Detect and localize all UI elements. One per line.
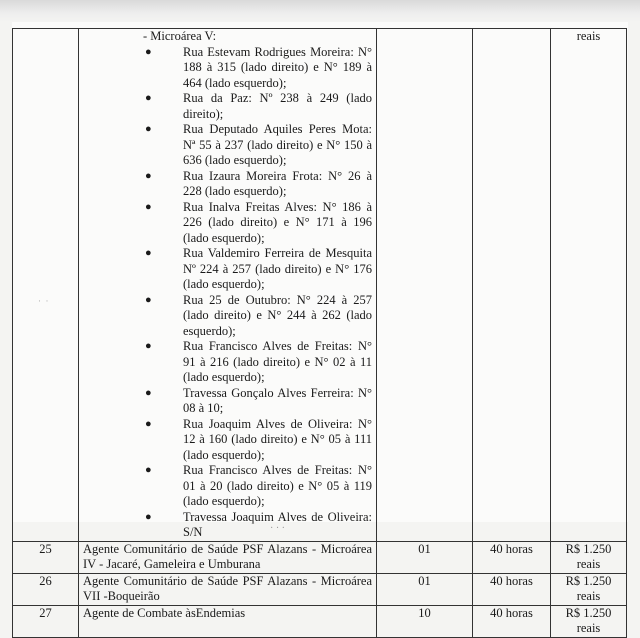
- bullet-icon: ●: [145, 340, 152, 352]
- street-text: Rua Francisco Alves de Freitas: N° 01 à 20 (lado direito) e N° 05 à 119 (lado esquerdo);: [183, 463, 372, 508]
- street-list-item: [145, 385, 372, 417]
- price-cell: [551, 29, 627, 542]
- street-list-item: [145, 416, 372, 464]
- table-row-microarea-v: [13, 29, 627, 542]
- salary-cell: [551, 573, 627, 605]
- scan-speck: · ·: [38, 296, 49, 306]
- row-number: 27: [13, 605, 79, 637]
- street-text: Rua Estevam Rodrigues Moreira: N° 188 à 315 (lado direito) e N° 189 à 464 (lado esquerdo);: [183, 44, 372, 90]
- street-text: Rua Inalva Freitas Alves: N° 186 à 226 (lado direito) e N° 171 à 196 (lado esquerdo);: [183, 199, 372, 245]
- scan-top-band: [0, 0, 640, 22]
- scan-dots: · · ·: [270, 523, 285, 534]
- street-list-item: [145, 199, 372, 247]
- street-list-item: [145, 91, 372, 122]
- salary-amount: R$ 1.250: [565, 573, 612, 588]
- quantity-cell: [377, 29, 473, 542]
- salary-unit: reais: [576, 557, 601, 571]
- table-row: [13, 573, 627, 605]
- street-list-item: [145, 122, 372, 169]
- bullet-icon: ●: [145, 464, 152, 476]
- vacancies-count: 10: [377, 605, 473, 637]
- microarea-title: - Microárea V:: [143, 29, 217, 43]
- table-row: [13, 605, 627, 637]
- salary-unit: reais: [576, 589, 601, 603]
- street-text: Rua Joaquim Alves de Oliveira: N° 12 à 160 (lado direito) e N° 05 à 111 (lado esquerdo);: [183, 416, 372, 462]
- document-page: [12, 22, 628, 635]
- bullet-icon: ●: [145, 247, 152, 259]
- street-text: Rua 25 de Outubro: N° 224 à 257 (lado direito) e N° 244 à 262 (lado esquerdo);: [183, 292, 372, 338]
- street-list-item: [145, 246, 372, 293]
- street-text: Rua Deputado Aquiles Peres Mota: Nª 55 à 237 (lado direito) e N° 150 à 636 (lado esquerdo);: [183, 122, 372, 167]
- street-text: Rua da Paz: Nº 238 à 249 (lado direito);: [183, 91, 372, 121]
- salary-amount: R$ 1.250: [565, 541, 612, 556]
- salary-cell: [551, 605, 627, 637]
- street-text: Rua Valdemiro Ferreira de Mesquita Nº 224 à 257 (lado direito) e N° 176 (lado esquerdo);: [183, 246, 372, 291]
- position-description: Agente Comunitário de Saúde PSF Alazans - Microárea IV - Jacaré, Gameleira e Umburana: [79, 541, 377, 573]
- bullet-icon: ●: [145, 169, 152, 182]
- price-unit: reais: [576, 29, 601, 43]
- bullet-icon: ●: [145, 510, 152, 523]
- street-list-item: [145, 292, 372, 340]
- row-number-cell: [13, 29, 79, 542]
- bullet-icon: ●: [145, 92, 152, 104]
- bullet-icon: ●: [145, 386, 152, 399]
- salary-cell: [551, 541, 627, 573]
- street-text: Rua Francisco Alves de Freitas: N° 91 à 216 (lado direito) e N° 02 à 11 (lado esquerdo);: [183, 339, 372, 384]
- workload-hours: 40 horas: [473, 573, 551, 605]
- bullet-icon: ●: [145, 123, 152, 135]
- street-list-item: [145, 168, 372, 200]
- bullet-icon: ●: [145, 200, 152, 213]
- workload-hours: 40 horas: [473, 605, 551, 637]
- street-list-item: [145, 339, 372, 386]
- microarea-v-cell: [79, 29, 377, 542]
- salary-amount: R$ 1.250: [565, 605, 612, 620]
- position-description: Agente de Combate àsEndemias: [79, 605, 377, 637]
- vacancies-count: 01: [377, 573, 473, 605]
- salary-unit: reais: [576, 621, 601, 635]
- street-text: Travessa Gonçalo Alves Ferreira: N° 08 à 10;: [183, 385, 372, 415]
- street-list-item: [145, 44, 372, 92]
- street-text: Rua Izaura Moreira Frota: N° 26 à 228 (lado esquerdo);: [183, 168, 372, 198]
- workload-hours: 40 horas: [473, 541, 551, 573]
- vacancies-count: 01: [377, 541, 473, 573]
- bullet-icon: ●: [145, 293, 152, 306]
- position-description: Agente Comunitário de Saúde PSF Alazans - Microárea VII -Boqueirão: [79, 573, 377, 605]
- row-number: 25: [13, 541, 79, 573]
- bullet-icon: ●: [145, 417, 152, 430]
- street-list: [83, 45, 372, 541]
- row-number: 26: [13, 573, 79, 605]
- street-text: Travessa Joaquim Alves de Oliveira: S/N: [183, 509, 372, 539]
- bullet-icon: ●: [145, 45, 152, 58]
- street-list-item: [145, 463, 372, 510]
- positions-table: [12, 28, 627, 638]
- table-row: [13, 541, 627, 573]
- hours-cell: [473, 29, 551, 542]
